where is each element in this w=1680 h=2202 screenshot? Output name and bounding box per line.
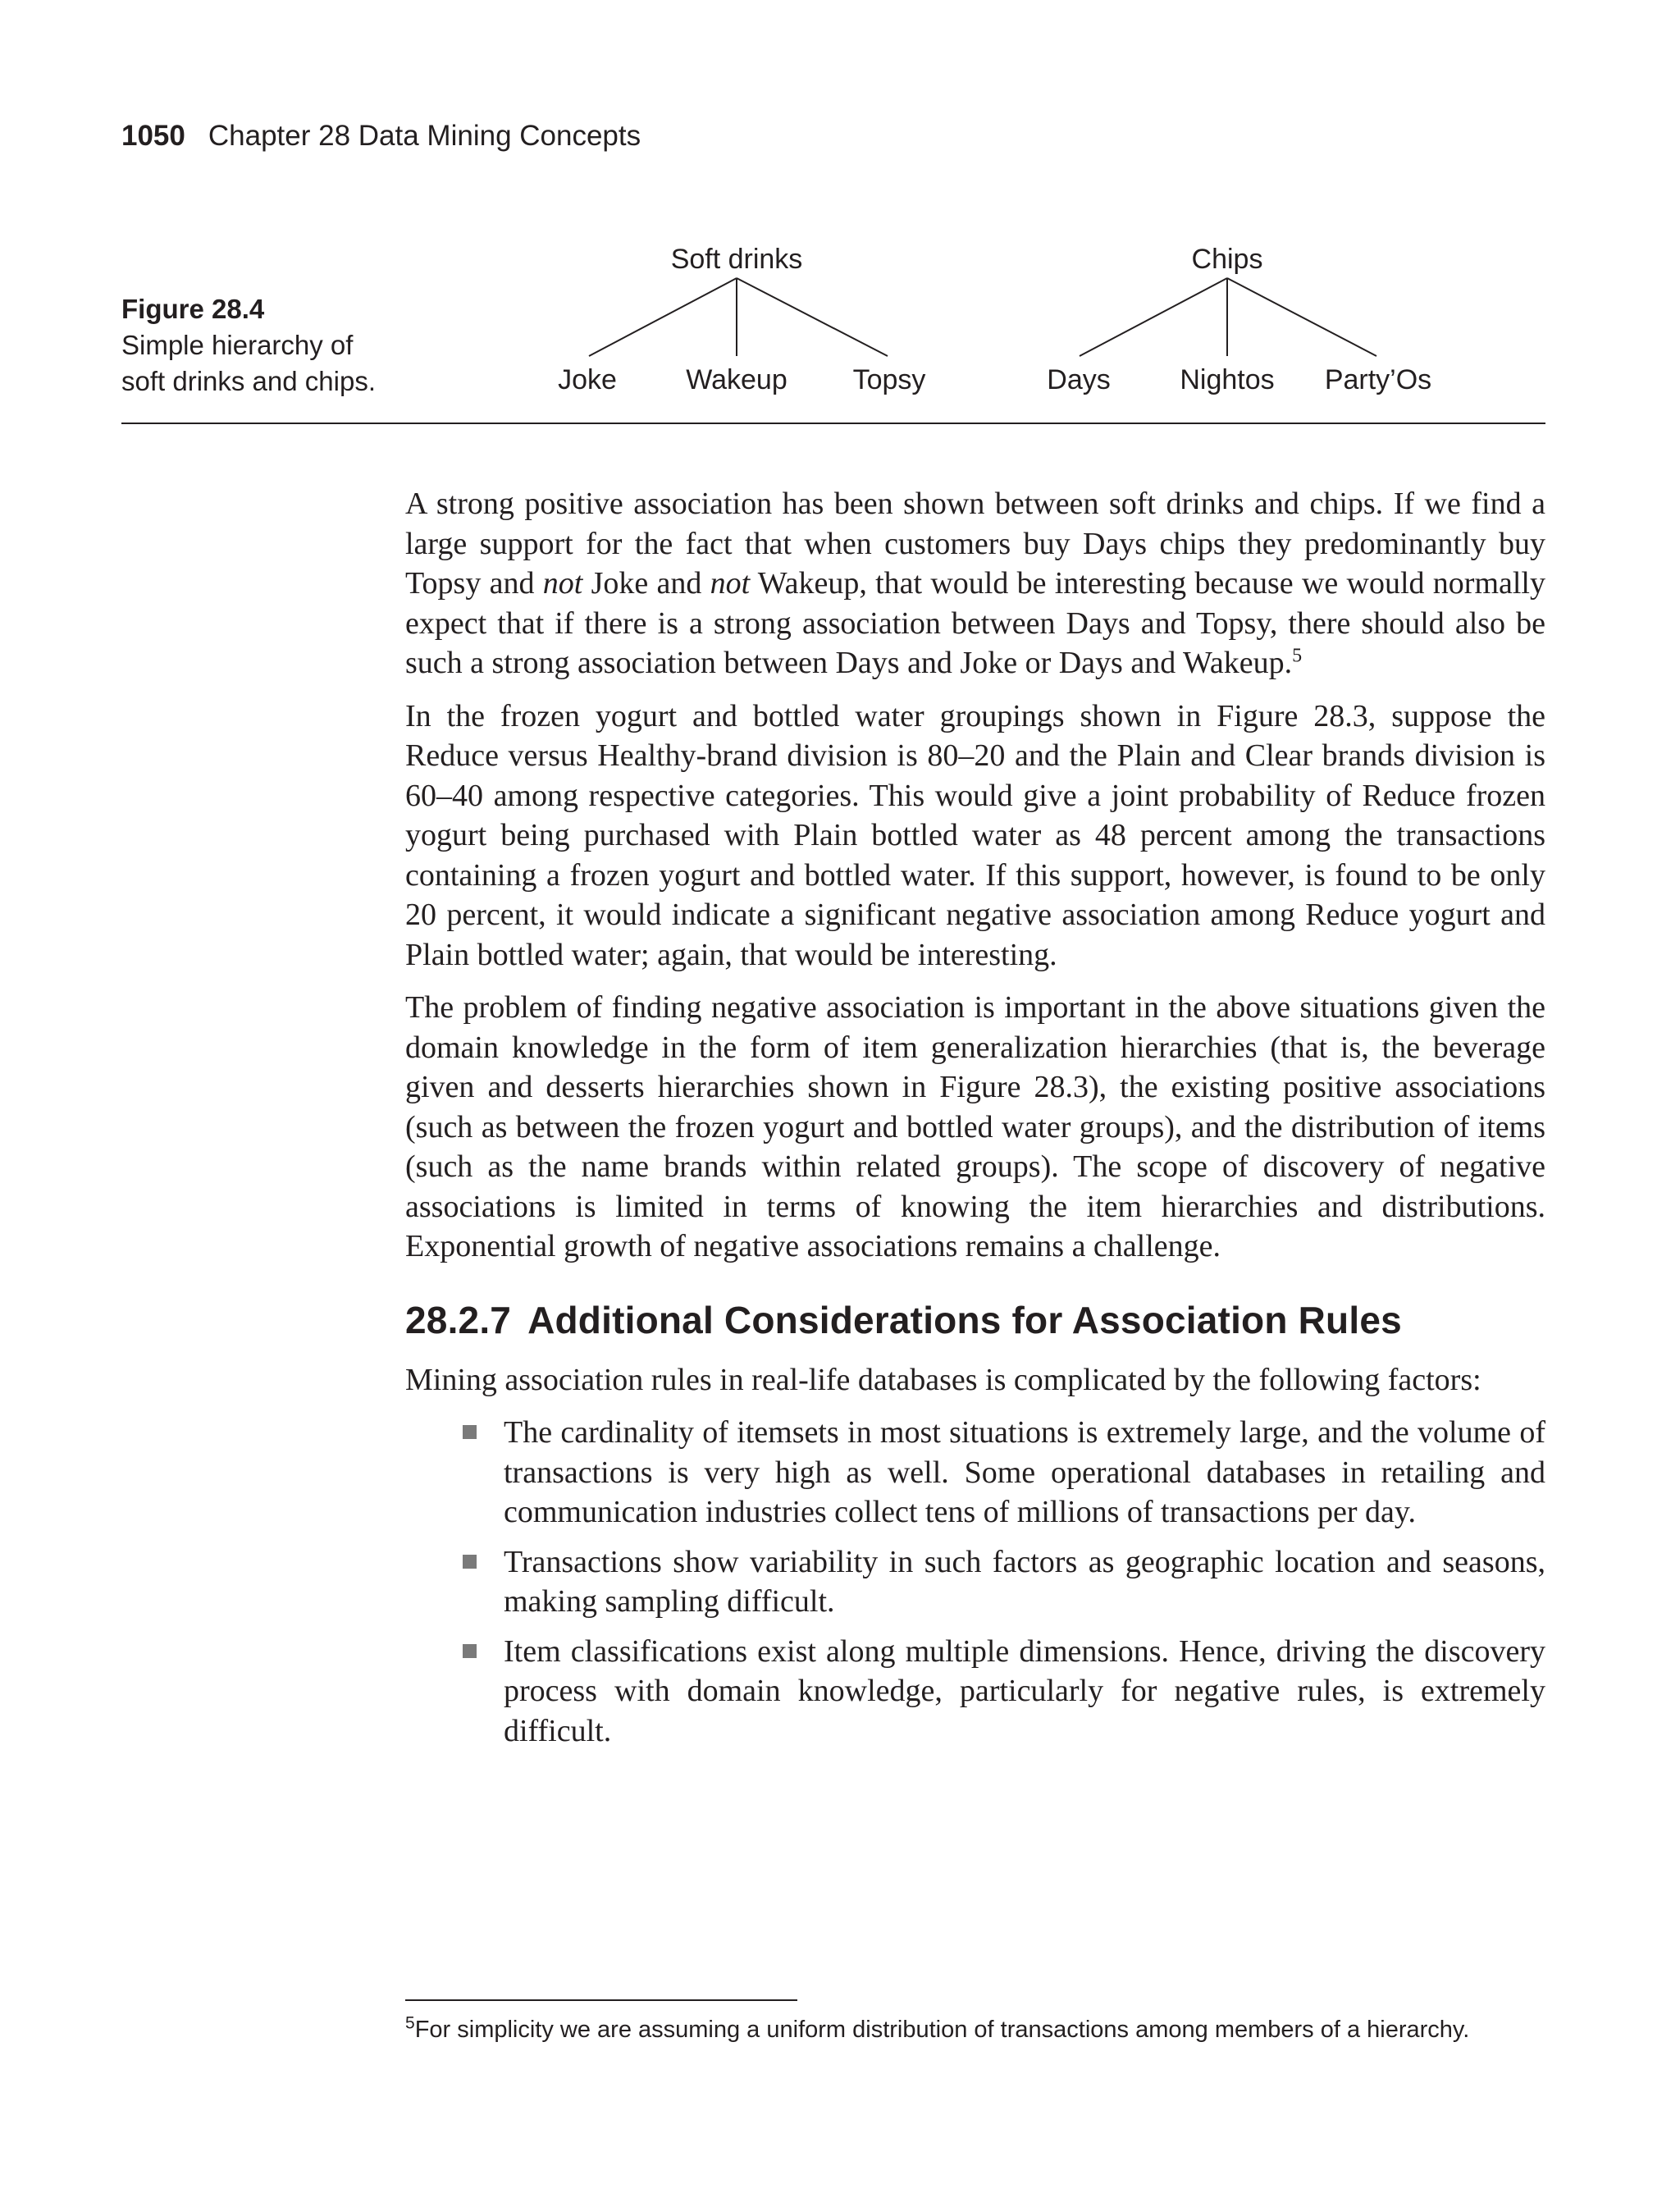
paragraph-text: Joke and — [582, 566, 710, 601]
tree-root-chips: Chips — [1191, 244, 1263, 275]
footnote-mark: 5 — [405, 2013, 415, 2033]
list-item-text: The cardinality of itemsets in most situations is extremely large, and the volume of transactions is very high as well. Some operational databases in retailing and communication industries collect tens of millions of transactions per day. — [504, 1415, 1545, 1529]
list-item-text: Transactions show variability in such factors as geographic location and seasons, making sampling difficult. — [504, 1544, 1545, 1619]
tree-leaf-joke: Joke — [558, 364, 617, 395]
chapter-title: Chapter 28 Data Mining Concepts — [208, 120, 641, 152]
figure-caption-text: Simple hierarchy of soft drinks and chips. — [121, 330, 376, 396]
tree-edge — [737, 278, 888, 356]
square-bullet-icon — [463, 1425, 477, 1439]
emphasis: not — [710, 566, 751, 601]
figure-number: Figure 28.4 — [121, 294, 265, 324]
tree-leaf-topsy: Topsy — [852, 364, 926, 395]
square-bullet-icon — [463, 1555, 477, 1569]
footnote-ref[interactable]: 5 — [1292, 645, 1303, 667]
paragraph: In the frozen yogurt and bottled water groupings shown in Figure 28.3, suppose the Reduce versus Healthy-brand division is 80–20 and the Plain and Clear brands division is 60–40 among respective categories. This would give a joint probability of Reduce frozen yogurt being purchased with Plain bottled water as 48 percent among the transactions containing a frozen yogurt and bottled water. If this support, however, is found to be only 20 percent, it would indicate a significant negative association among Reduce yogurt and Plain bottled water; again, that would be interesting. — [405, 698, 1545, 972]
tree-soft-drinks — [558, 244, 925, 395]
section-title: Additional Considerations for Association Rules — [527, 1298, 1402, 1341]
section-heading — [405, 1298, 1545, 1342]
footnote-divider — [405, 1999, 797, 2001]
paragraph-text: Wakeup, that would be interesting because we would normally expect that if there is a strong association between Days and Topsy, there should also be such a strong association between Days and Joke or Days and Wakeup. — [405, 566, 1545, 680]
paragraph: Mining association rules in real-life databases is complicated by the following factors: — [405, 1362, 1481, 1397]
tree-leaf-days: Days — [1047, 364, 1111, 395]
list-item — [504, 1542, 1545, 1622]
tree-edge — [1227, 278, 1376, 356]
tree-edge — [589, 278, 737, 356]
page-number: 1050 — [121, 120, 185, 152]
hierarchy-diagram — [0, 0, 1680, 443]
body-text — [405, 484, 1545, 1761]
tree-leaf-wakeup: Wakeup — [686, 364, 788, 395]
paragraph: The problem of finding negative association is important in the above situations given the domain knowledge in the form of item generalization hierarchies (that is, the beverage given and desserts hierarchies shown in Figure 28.3), the existing positive associations (such as between the frozen yogurt and bottled water groups), and the distribution of items (such as the name brands within related groups). The scope of discovery of negative associations is limited in terms of knowing the item hierarchies and distributions. Exponential growth of negative associations remains a challenge. — [405, 990, 1545, 1263]
bullet-list — [405, 1413, 1545, 1751]
footnote-text: For simplicity we are assuming a uniform distribution of transactions among members of a hierarchy. — [414, 2017, 1470, 2043]
tree-chips — [1047, 244, 1431, 395]
figure-divider — [121, 423, 1545, 424]
emphasis: not — [542, 566, 583, 601]
footnote — [405, 2013, 1470, 2044]
tree-root-soft-drinks: Soft drinks — [670, 244, 803, 275]
list-item-text: Item classifications exist along multiple dimensions. Hence, driving the discovery process with domain knowledge, particularly for negative rules, is extremely difficult. — [504, 1633, 1545, 1748]
section-number: 28.2.7 — [405, 1298, 512, 1341]
tree-leaf-nightos: Nightos — [1180, 364, 1275, 395]
square-bullet-icon — [463, 1644, 477, 1658]
tree-edge — [1080, 278, 1227, 356]
tree-leaf-partyos: Party’Os — [1324, 364, 1432, 395]
list-item — [504, 1413, 1545, 1533]
paragraph-text: A strong positive association has been shown between soft drinks and chips. If we find a large support for the fact that when customers buy Days chips they predominantly buy Topsy and — [405, 487, 1545, 601]
list-item — [504, 1632, 1545, 1752]
paragraph — [405, 484, 1545, 683]
